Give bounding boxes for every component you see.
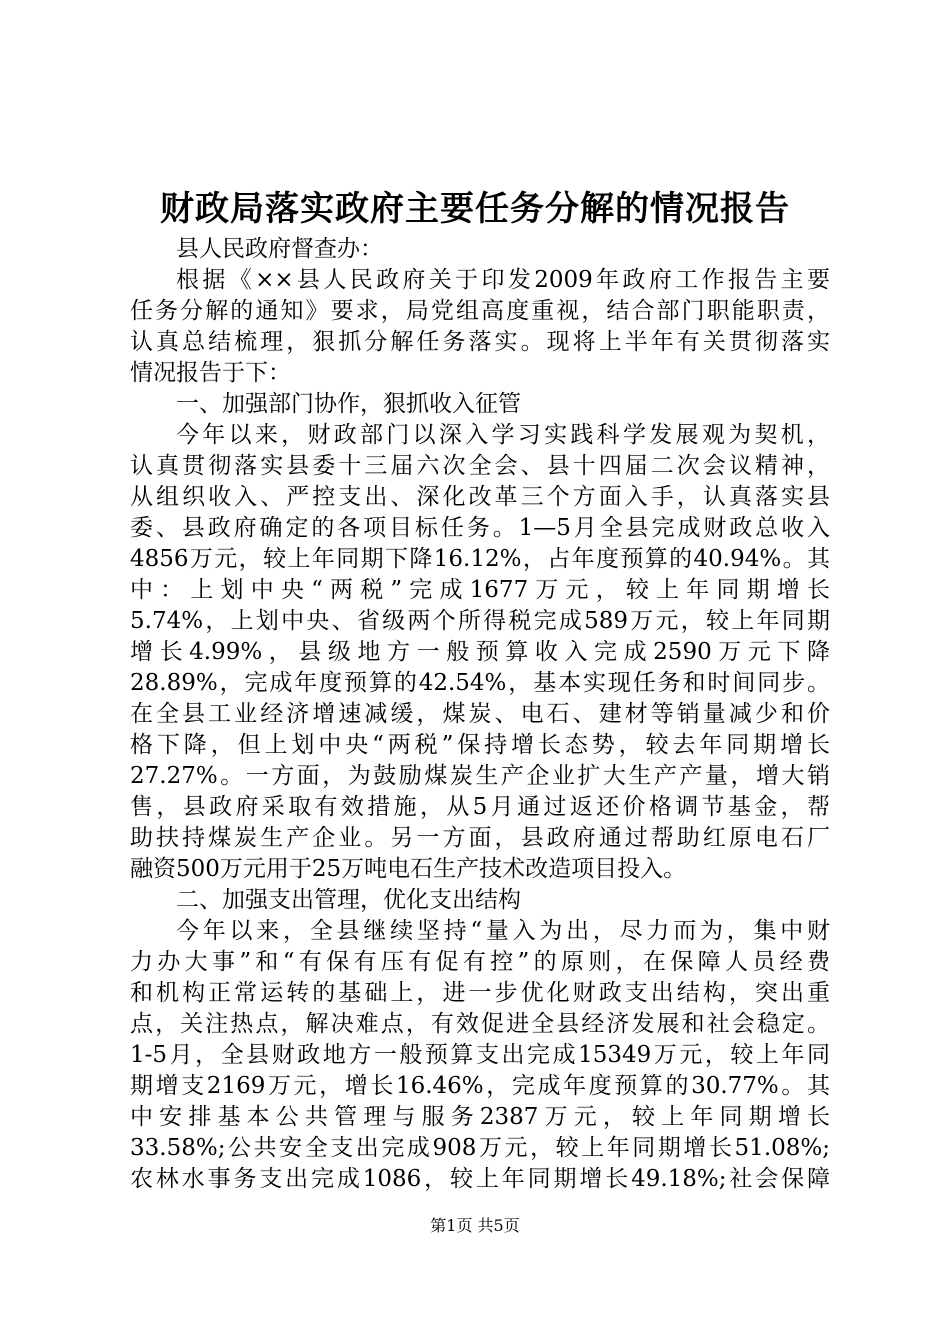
paragraph-line: 委、县政府确定的各项目标任务。1—5月全县完成财政总收入 (130, 515, 830, 541)
paragraph-line: 力办大事”和“有保有压有促有控”的原则，在保障人员经费 (130, 949, 830, 975)
paragraph-line: 和机构正常运转的基础上，进一步优化财政支出结构，突出重 (130, 980, 830, 1006)
paragraph-line: 4856万元，较上年同期下降16.12%，占年度预算的40.94%。其 (130, 546, 830, 572)
paragraph-line: 县人民政府督查办： (176, 236, 383, 262)
paragraph-line: 融资500万元用于25万吨电石生产技术改造项目投入。 (130, 856, 687, 882)
paragraph-line: 格下降，但上划中央“两税”保持增长态势，较去年同期增长 (130, 732, 830, 758)
paragraph-line: 从组织收入、严控支出、深化改革三个方面入手，认真落实县 (130, 484, 830, 510)
document-title: 财政局落实政府主要任务分解的情况报告 (160, 189, 790, 229)
paragraph-line: 27.27%。一方面，为鼓励煤炭生产企业扩大生产产量，增大销 (130, 763, 830, 789)
paragraph-line: 中安排基本公共管理与服务2387万元，较上年同期增长 (130, 1104, 830, 1130)
paragraph-line: 33.58%;公共安全支出完成908万元，较上年同期增长51.08%; (130, 1135, 830, 1161)
paragraph-line: 农林水事务支出完成1086，较上年同期增长49.18%;社会保障 (130, 1166, 830, 1192)
paragraph-line: 今年以来，全县继续坚持“量入为出，尽力而为，集中财 (176, 918, 830, 944)
paragraph-line: 中：上划中央“两税”完成1677万元，较上年同期增长 (130, 577, 830, 603)
paragraph-line: 点，关注热点，解决难点，有效促进全县经济发展和社会稳定。 (130, 1011, 830, 1037)
paragraph-line: 1-5月，全县财政地方一般预算支出完成15349万元，较上年同 (130, 1042, 830, 1068)
paragraph-line: 增长4.99%，县级地方一般预算收入完成2590万元下降 (130, 639, 830, 665)
page-footer: 第1页 共5页 (430, 1216, 520, 1235)
paragraph-line: 在全县工业经济增速减缓，煤炭、电石、建材等销量减少和价 (130, 701, 830, 727)
paragraph-line: 助扶持煤炭生产企业。另一方面，县政府通过帮助红原电石厂 (130, 825, 830, 851)
paragraph-line: 认真总结梳理，狠抓分解任务落实。现将上半年有关贯彻落实 (130, 329, 830, 355)
paragraph-line: 根据《××县人民政府关于印发2009年政府工作报告主要 (176, 267, 830, 293)
paragraph-line: 28.89%，完成年度预算的42.54%，基本实现任务和时间同步。 (130, 670, 830, 696)
paragraph-line: 售，县政府采取有效措施，从5月通过返还价格调节基金，帮 (130, 794, 830, 820)
paragraph-line: 今年以来，财政部门以深入学习实践科学发展观为契机， (176, 422, 830, 448)
paragraph-line: 情况报告于下： (130, 360, 291, 386)
paragraph-line: 任务分解的通知》要求，局党组高度重视，结合部门职能职责， (130, 298, 830, 324)
paragraph-line: 一、加强部门协作，狠抓收入征管 (176, 391, 521, 417)
paragraph-line: 5.74%，上划中央、省级两个所得税完成589万元，较上年同期 (130, 608, 830, 634)
paragraph-line: 认真贯彻落实县委十三届六次全会、县十四届二次会议精神， (130, 453, 830, 479)
paragraph-line: 期增支2169万元，增长16.46%，完成年度预算的30.77%。其 (130, 1073, 830, 1099)
paragraph-line: 二、加强支出管理，优化支出结构 (176, 887, 521, 913)
document-body (130, 234, 830, 1195)
